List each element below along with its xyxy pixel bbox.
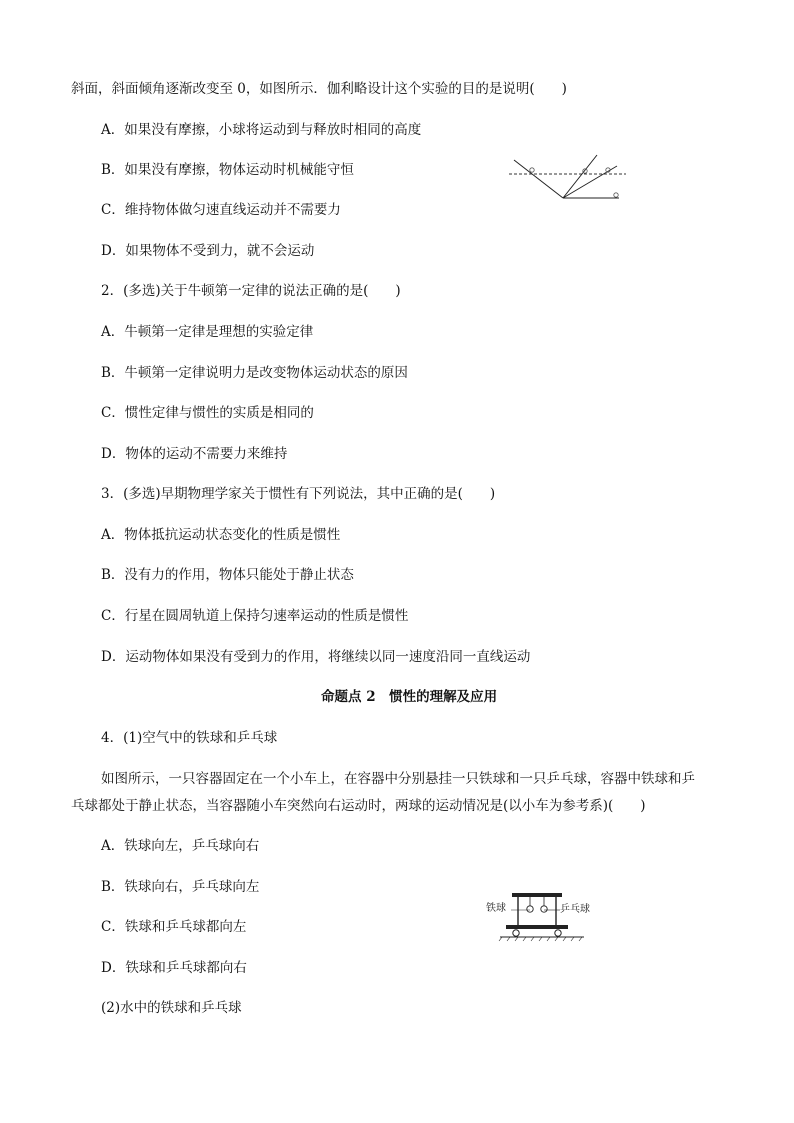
- cart-wheel-right: [555, 930, 561, 936]
- q2-stem: 2．(多选)关于牛顿第一定律的说法正确的是( ): [101, 283, 401, 299]
- container-top: [512, 893, 562, 897]
- q4-stem-line1: 如图所示，一只容器固定在一个小车上，在容器中分别悬挂一只铁球和一只乒乓球，容器中铁球和乒: [101, 771, 695, 787]
- q3-stem: 3．(多选)早期物理学家关于惯性有下列说法，其中正确的是( ): [101, 486, 496, 502]
- cart-wheel-left: [513, 930, 519, 936]
- pingpong-ball-label: 乒乓球: [560, 904, 590, 915]
- shallow-incline: [563, 166, 617, 198]
- q2-option-c: C．惯性定律与惯性的实质是相同的: [101, 405, 314, 421]
- ground-hatch: [499, 937, 582, 941]
- pingpong-ball: [541, 906, 547, 912]
- q3-option-c: C．行星在圆周轨道上保持匀速率运动的性质是惯性: [101, 608, 409, 624]
- iron-ball: [527, 906, 533, 912]
- q4-part2-title: (2)水中的铁球和乒乓球: [101, 1000, 242, 1016]
- cart-base: [506, 925, 568, 929]
- q2-option-d: D．物体的运动不需要力来维持: [101, 446, 288, 462]
- q4-option-b: B．铁球向右，乒乓球向左: [101, 879, 260, 895]
- q4-option-c: C．铁球和乒乓球都向左: [101, 919, 247, 935]
- cart-container-figure: [484, 890, 604, 944]
- steep-incline: [563, 155, 597, 198]
- iron-ball-label: 铁球: [486, 903, 506, 914]
- ball-horizontal: [614, 193, 618, 197]
- q4-part1-title: 4．(1)空气中的铁球和乒乓球: [101, 730, 278, 746]
- section-title: 命题点 2 惯性的理解及应用: [321, 689, 498, 705]
- q2-option-a: A．牛顿第一定律是理想的实验定律: [101, 324, 314, 340]
- q1-stem-tail: 斜面，斜面倾角逐渐改变至 0，如图所示．伽利略设计这个实验的目的是说明( ): [71, 81, 567, 97]
- left-incline: [514, 160, 563, 198]
- q4-option-a: A．铁球向左，乒乓球向右: [101, 838, 260, 854]
- q3-option-a: A．物体抵抗运动状态变化的性质是惯性: [101, 527, 341, 543]
- q1-option-a: A．如果没有摩擦，小球将运动到与释放时相同的高度: [101, 122, 422, 138]
- q1-option-b: B．如果没有摩擦，物体运动时机械能守恒: [101, 162, 354, 178]
- ball-start: [530, 168, 534, 172]
- inclined-plane-figure: [505, 152, 630, 204]
- q2-option-b: B．牛顿第一定律说明力是改变物体运动状态的原因: [101, 365, 408, 381]
- q1-option-c: C．维持物体做匀速直线运动并不需要力: [101, 202, 341, 218]
- q4-stem-line2: 乓球都处于静止状态，当容器随小车突然向右运动时，两球的运动情况是(以小车为参考系)( ): [71, 798, 646, 814]
- q3-option-d: D．运动物体如果没有受到力的作用，将继续以同一速度沿同一直线运动: [101, 649, 531, 665]
- q1-option-d: D．如果物体不受到力，就不会运动: [101, 243, 315, 259]
- q3-option-b: B．没有力的作用，物体只能处于静止状态: [101, 567, 354, 583]
- q4-option-d: D．铁球和乒乓球都向右: [101, 960, 247, 976]
